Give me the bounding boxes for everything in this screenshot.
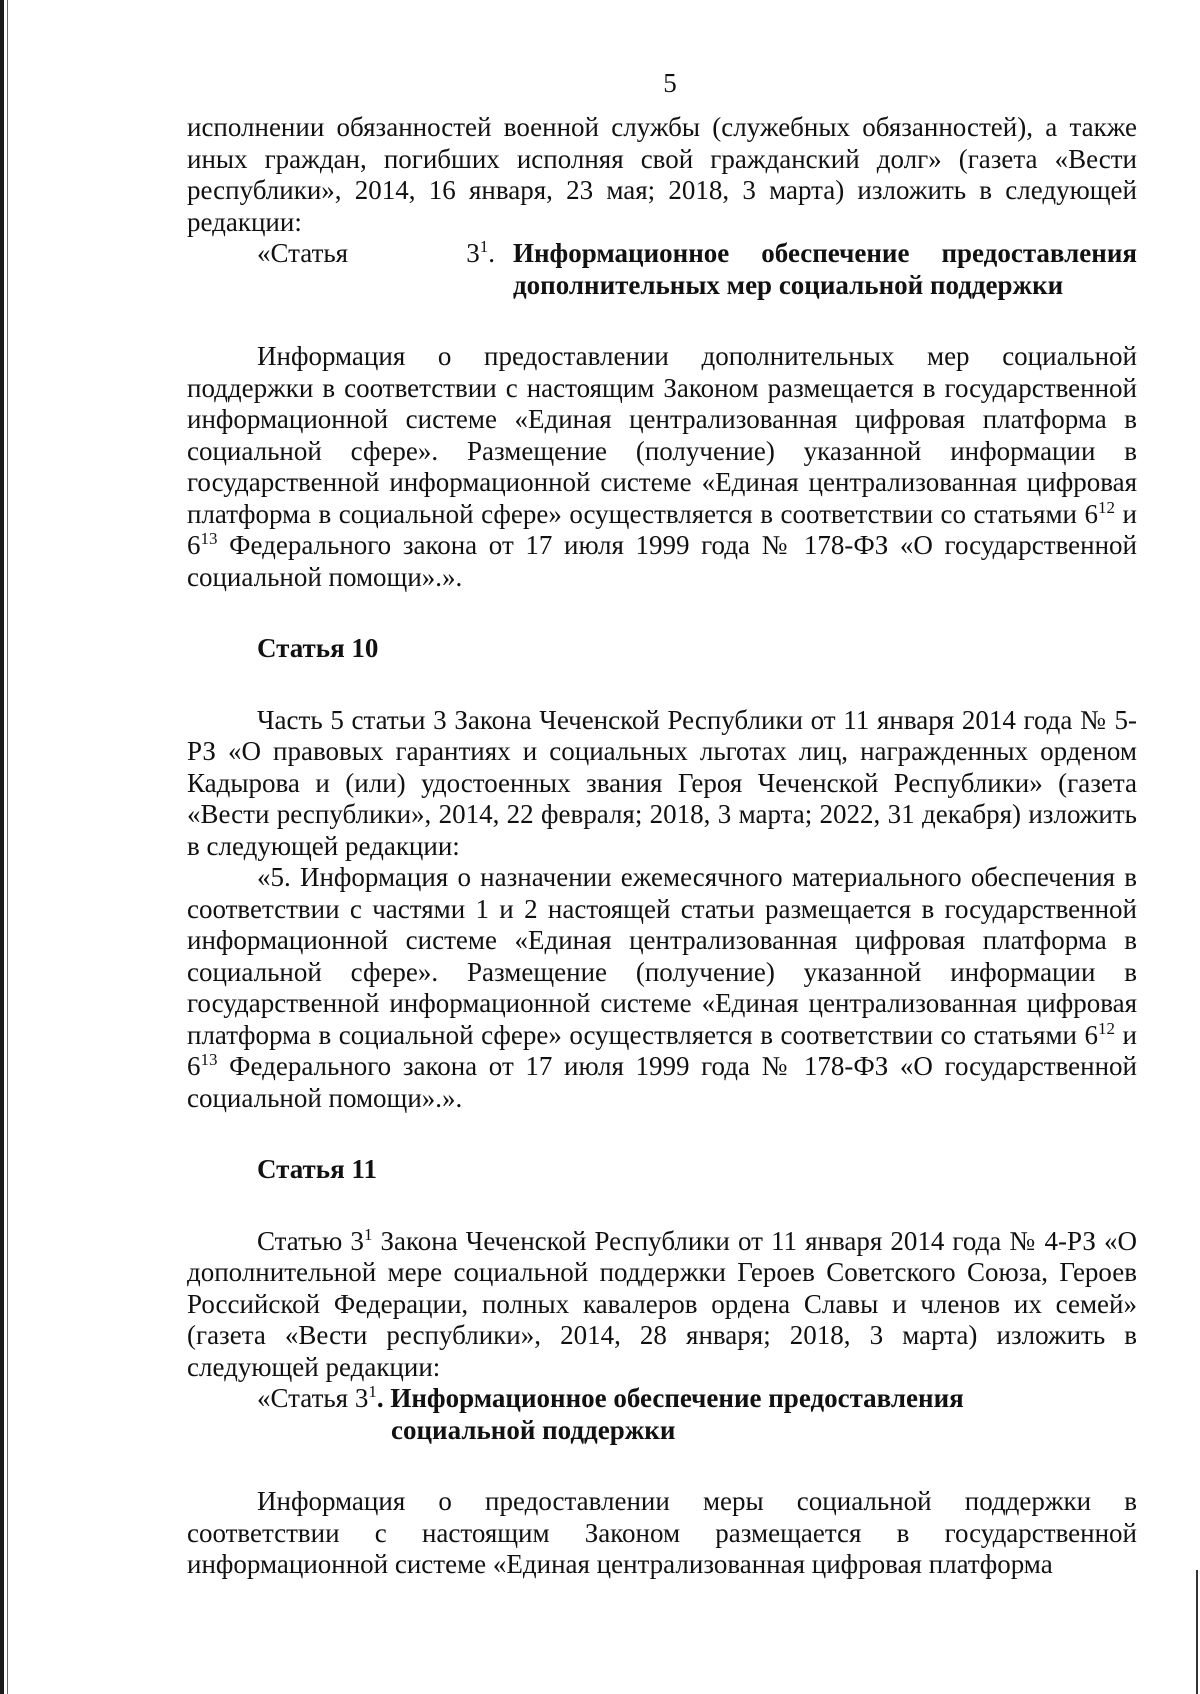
article-11-heading: Статья 11 [257,1154,377,1184]
quoted-article-heading [187,238,1137,301]
quoted-article-body: Информация о предоставлении дополнительных мер социальной поддержки в соответствии с настоящим Законом размещается в государственной информационной системе «Единая централизованная цифровая платформа в социальной сфере». Размещение (получение) указанной информации в государственной информационной системе «Единая централизованная цифровая платформа в социальной сфере» осуществляется в соответствии со статьями $6^{12}$ и $6^{13}$ Федерального закона от 17 июля 1999 года № 178-ФЗ «О государственной социальной помощи».». [187,341,1137,592]
article-10-paragraph-2: «5. Информация о назначении ежемесячного материального обеспечения в соответствии с частями 1 и 2 настоящей статьи размещается в государственной информационной системе «Единая централизованная цифровая платформа в социальной сфере». Размещение (получение) указанной информации в государственной информационной системе «Единая централизованная цифровая платформа в социальной сфере» осуществляется в соответствии со статьями $6^{12}$ и $6^{13}$ Федерального закона от 17 июля 1999 года № 178-ФЗ «О государственной социальной помощи».». [187,862,1137,1113]
article-10-paragraph-1: Часть 5 статьи 3 Закона Чеченской Республики от 11 января 2014 года № 5-РЗ «О правовых гарантиях и социальных льготах лиц, награжденных орденом Кадырова и (или) удостоенных звания Героя Чеченской Республики» (газета «Вести республики», 2014, 22 февраля; 2018, 3 марта; 2022, 31 декабря) изложить в следующей редакции: [187,704,1137,861]
page-number: 5 [663,68,677,98]
continuation-paragraph: исполнении обязанностей военной службы (служебных обязанностей), а также иных граждан, погибших исполняя свой гражданский долг» (газета «Вести республики», 2014, 16 января, 23 мая; 2018, 3 марта) изложить в следующей редакции: [187,112,1137,237]
quoted-article-title: Информационное обеспечение предоставления дополнительных мер социальной поддержки [513,238,1137,300]
article-11-quoted-heading: «Статья $3^1$. Информационное обеспечение предоставления социальной поддержки [257,1382,964,1445]
scan-edge-right [1196,1570,1198,1694]
scan-edge-left [0,0,4,1694]
document-body [187,112,1137,1581]
article-11-paragraph-1: Статью $3^1$ Закона Чеченской Республики от 11 января 2014 года № 4-РЗ «О дополнительной мере социальной поддержки Героев Советского Союза, Героев Российской Федерации, полных кавалеров ордена Славы и членов их семей» (газета «Вести республики», 2014, 28 января; 2018, 3 марта) изложить в следующей редакции: [187,1224,1137,1382]
article-10-heading: Статья 10 [257,633,379,663]
quoted-article-number: «Статья $3^1$. [257,237,495,268]
article-11-quoted-body: Информация о предоставлении меры социальной поддержки в соответствии с настоящим Законом размещается в государственной информационной системе «Единая централизованная цифровая платформа [187,1486,1137,1579]
scan-edge-line [7,0,8,1694]
